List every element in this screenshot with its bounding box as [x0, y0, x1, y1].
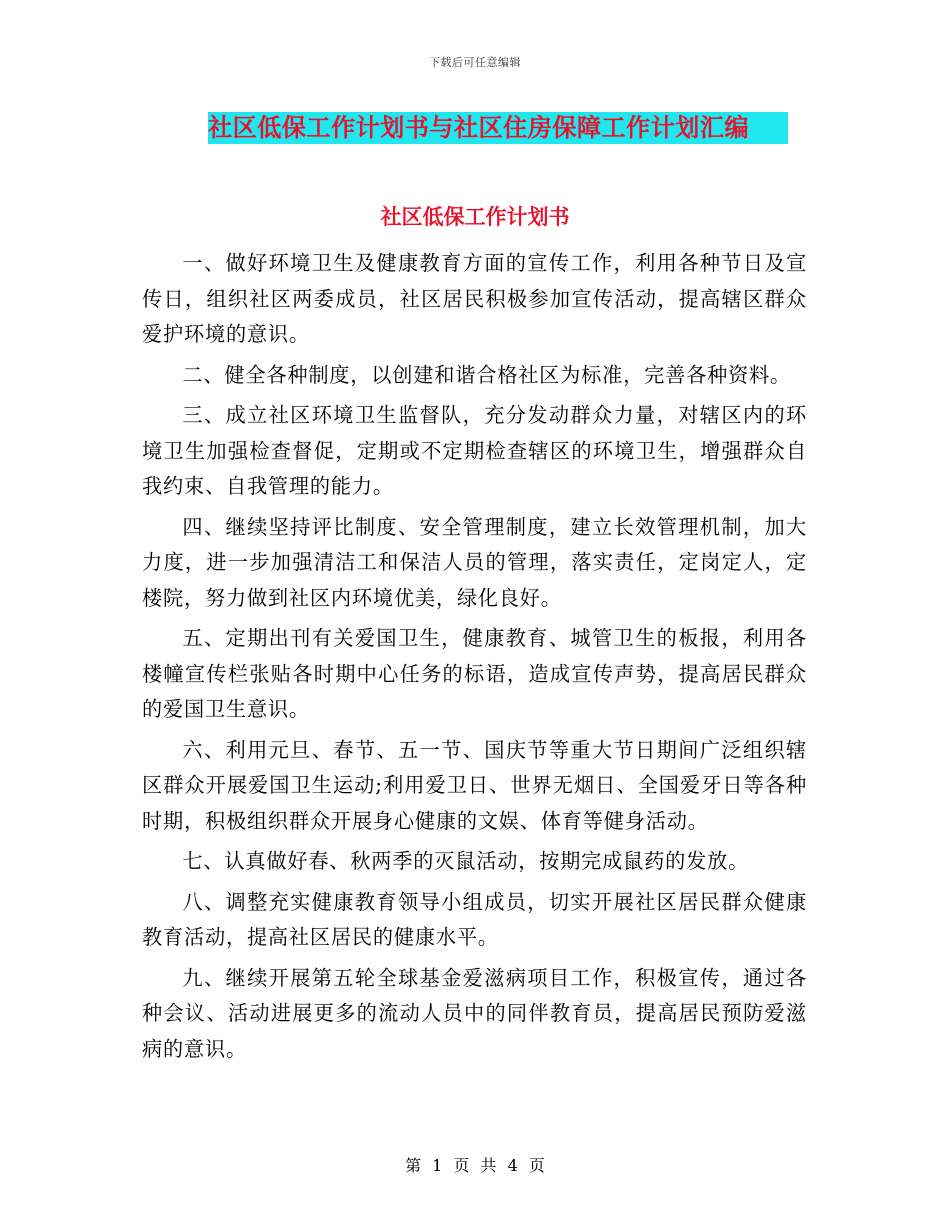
paragraph-3: 三、成立社区环境卫生监督队，充分发动群众力量，对辖区内的环境卫生加强检查督促，定期或不定期检查辖区的环境卫生，增强群众自我约束、自我管理的能力。 — [142, 403, 807, 498]
paragraph-7: 七、认真做好春、秋两季的灭鼠活动，按期完成鼠药的发放。 — [182, 849, 750, 873]
paragraph-8: 八、调整充实健康教育领导小组成员，切实开展社区居民群众健康教育活动，提高社区居民的健康水平。 — [142, 889, 807, 949]
page-number-footer: 第 1 页 共 4 页 — [405, 1156, 545, 1175]
paragraph-6: 六、利用元旦、春节、五一节、国庆节等重大节日期间广泛组织辖区群众开展爱国卫生运动;利用爱卫日、世界无烟日、全国爱牙日等各种时期，积极组织群众开展身心健康的文娱、体育等健身活动。 — [142, 737, 807, 833]
document-body — [142, 246, 807, 1072]
paragraph-5: 五、定期出刊有关爱国卫生，健康教育、城管卫生的板报，利用各楼幢宣传栏张贴各时期中心任务的标语，造成宣传声势，提高居民群众的爱国卫生意识。 — [142, 626, 807, 721]
paragraph-4: 四、继续坚持评比制度、安全管理制度，建立长效管理机制，加大力度，进一步加强清洁工和保洁人员的管理，落实责任，定岗定人，定楼院，努力做到社区内环境优美，绿化良好。 — [142, 514, 807, 610]
paragraph-1: 一、做好环境卫生及健康教育方面的宣传工作，利用各种节日及宣传日，组织社区两委成员，社区居民积极参加宣传活动，提高辖区群众爱护环境的意识。 — [142, 251, 807, 346]
paragraph-2: 二、健全各种制度，以创建和谐合格社区为标准，完善各种资料。 — [182, 362, 792, 387]
section-title: 社区低保工作计划书 — [380, 204, 570, 229]
paragraph-9: 九、继续开展第五轮全球基金爱滋病项目工作，积极宣传，通过各种会议、活动进展更多的流动人员中的同伴教育员，提高居民预防爱滋病的意识。 — [142, 965, 807, 1061]
document-title: 社区低保工作计划书与社区住房保障工作计划汇编 — [208, 112, 788, 144]
header-note: 下载后可任意编辑 — [429, 56, 521, 69]
